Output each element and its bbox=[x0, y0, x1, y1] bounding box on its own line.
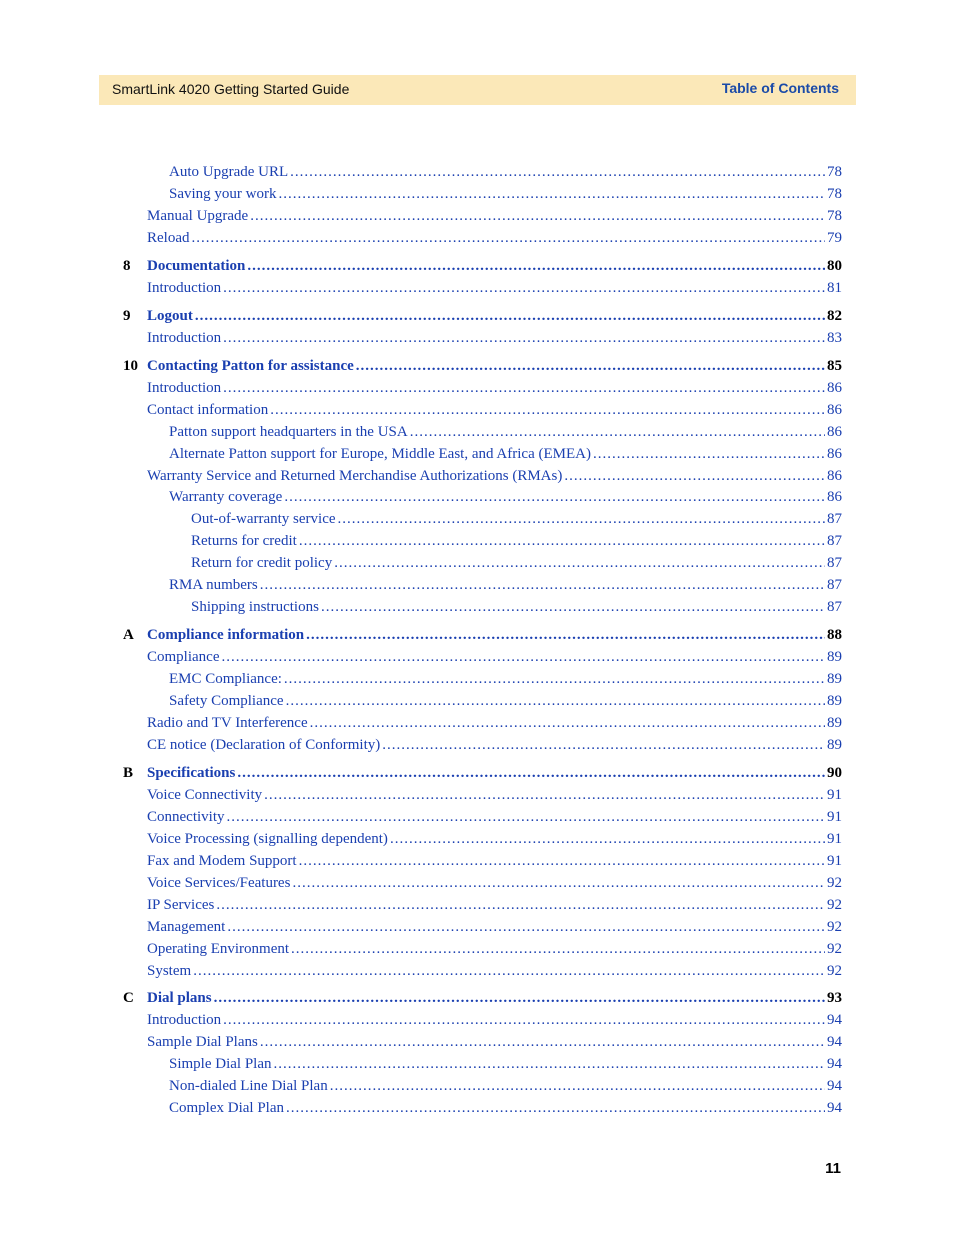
toc-entry[interactable] bbox=[169, 1098, 842, 1118]
toc-entry-title[interactable]: Warranty coverage bbox=[169, 489, 283, 506]
toc-entry[interactable] bbox=[169, 575, 842, 595]
toc-page-number[interactable]: 87 bbox=[827, 533, 842, 550]
toc-chapter-number: 10 bbox=[123, 357, 138, 374]
toc-chapter[interactable] bbox=[123, 625, 842, 645]
toc-page-number[interactable]: 91 bbox=[827, 852, 842, 869]
toc-entry[interactable] bbox=[169, 444, 842, 464]
toc-page-number[interactable]: 86 bbox=[827, 489, 842, 506]
toc-entry[interactable] bbox=[147, 400, 842, 420]
toc-page-number[interactable]: 86 bbox=[827, 379, 842, 396]
toc-dot-leader bbox=[227, 917, 825, 937]
toc-page-number[interactable]: 79 bbox=[827, 229, 842, 246]
page-header bbox=[99, 75, 856, 105]
toc-page-number[interactable]: 89 bbox=[827, 671, 842, 688]
toc-page-number[interactable]: 85 bbox=[827, 357, 842, 374]
toc-entry-title[interactable]: Contact information bbox=[147, 401, 269, 418]
toc-entry-title[interactable]: Introduction bbox=[147, 279, 222, 296]
toc-entry[interactable] bbox=[169, 669, 842, 689]
toc-chapter[interactable] bbox=[123, 988, 842, 1008]
toc-entry[interactable] bbox=[169, 487, 842, 507]
toc-entry[interactable] bbox=[147, 735, 842, 755]
toc-dot-leader bbox=[221, 647, 825, 667]
toc-entry-title[interactable]: Out-of-warranty service bbox=[191, 511, 336, 528]
toc-page-number[interactable]: 86 bbox=[827, 467, 842, 484]
toc-entry[interactable] bbox=[147, 939, 842, 959]
toc-entry-title[interactable]: IP Services bbox=[147, 896, 215, 913]
toc-page-number[interactable]: 89 bbox=[827, 649, 842, 666]
toc-entry-title[interactable]: Voice Connectivity bbox=[147, 786, 263, 803]
toc-page-number[interactable]: 92 bbox=[827, 874, 842, 891]
toc-dot-leader bbox=[306, 625, 825, 645]
section-title: Table of Contents bbox=[721, 80, 839, 96]
toc-chapter[interactable] bbox=[123, 356, 842, 376]
toc-dot-leader bbox=[390, 829, 825, 849]
toc-entry-title[interactable]: Sample Dial Plans bbox=[147, 1034, 258, 1051]
toc-entry[interactable] bbox=[169, 1076, 842, 1096]
toc-dot-leader bbox=[223, 1010, 825, 1030]
toc-entry[interactable] bbox=[147, 829, 842, 849]
toc-entry[interactable] bbox=[191, 597, 842, 617]
toc-entry-title[interactable]: Safety Compliance bbox=[169, 693, 284, 710]
toc-entry-title[interactable]: Warranty Service and Returned Merchandise Authorizations (RMAs) bbox=[147, 467, 563, 484]
toc-entry[interactable] bbox=[147, 206, 842, 226]
toc-chapter-number: B bbox=[123, 764, 134, 781]
toc-chapter-number: 8 bbox=[123, 257, 131, 274]
toc-entry-title[interactable]: System bbox=[147, 962, 192, 979]
toc-dot-leader bbox=[223, 378, 825, 398]
toc-entry-title[interactable]: Alternate Patton support for Europe, Middle East, and Africa (EMEA) bbox=[169, 445, 591, 462]
toc-entry-title[interactable]: Contacting Patton for assistance bbox=[147, 357, 354, 374]
toc-entry-title[interactable]: Compliance information bbox=[147, 627, 305, 644]
toc-entry[interactable] bbox=[147, 851, 842, 871]
toc-page-number[interactable]: 87 bbox=[827, 599, 842, 616]
toc-entry-title[interactable]: Non-dialed Line Dial Plan bbox=[169, 1078, 328, 1095]
toc-entry[interactable] bbox=[147, 228, 842, 248]
toc-dot-leader bbox=[279, 184, 826, 204]
toc-entry[interactable] bbox=[147, 1032, 842, 1052]
toc-page-number[interactable]: 81 bbox=[827, 279, 842, 296]
toc-entry-title[interactable]: Voice Processing (signalling dependent) bbox=[147, 830, 388, 847]
toc-page-number[interactable]: 92 bbox=[827, 918, 842, 935]
toc-entry[interactable] bbox=[147, 1010, 842, 1030]
toc-dot-leader bbox=[195, 306, 825, 326]
toc-entry[interactable] bbox=[147, 647, 842, 667]
toc-entry-title[interactable]: Operating Environment bbox=[147, 940, 290, 957]
toc-entry-title[interactable]: Manual Upgrade bbox=[147, 207, 249, 224]
toc-entry[interactable] bbox=[169, 422, 842, 442]
toc-entry-title[interactable]: Introduction bbox=[147, 1012, 222, 1029]
toc-page-number[interactable]: 91 bbox=[827, 786, 842, 803]
toc-entry[interactable] bbox=[147, 328, 842, 348]
toc-entry-title[interactable]: Introduction bbox=[147, 379, 222, 396]
toc-page-number[interactable]: 78 bbox=[827, 164, 842, 180]
toc-dot-leader bbox=[193, 961, 825, 981]
toc-entry[interactable] bbox=[147, 713, 842, 733]
toc-entry-title[interactable]: Introduction bbox=[147, 329, 222, 346]
toc-entry-title[interactable]: Compliance bbox=[147, 649, 220, 666]
toc-entry-title[interactable]: Auto Upgrade URL bbox=[169, 164, 289, 180]
toc-page-number[interactable]: 78 bbox=[827, 207, 842, 224]
toc-page-number[interactable]: 94 bbox=[827, 1056, 842, 1073]
toc-entry[interactable] bbox=[191, 553, 842, 573]
toc-dot-leader bbox=[290, 162, 825, 182]
toc-entry-title[interactable]: CE notice (Declaration of Conformity) bbox=[147, 736, 381, 753]
toc-dot-leader bbox=[299, 851, 825, 871]
toc-dot-leader bbox=[216, 895, 825, 915]
toc-entry-title[interactable]: Radio and TV Interference bbox=[147, 715, 308, 731]
toc-dot-leader bbox=[270, 400, 825, 420]
toc-page-number[interactable]: 94 bbox=[827, 1012, 842, 1029]
toc-dot-leader bbox=[284, 669, 825, 689]
toc-dot-leader bbox=[356, 356, 825, 376]
toc-page-number[interactable]: 93 bbox=[827, 990, 842, 1007]
toc-entry[interactable] bbox=[191, 531, 842, 551]
toc-entry[interactable] bbox=[169, 1054, 842, 1074]
toc-dot-leader bbox=[237, 763, 825, 783]
toc-page-number[interactable]: 86 bbox=[827, 445, 842, 462]
toc-page-number[interactable]: 94 bbox=[827, 1034, 842, 1051]
toc-entry-title[interactable]: RMA numbers bbox=[169, 577, 258, 594]
toc-chapter-number: C bbox=[123, 990, 134, 1007]
toc-entry[interactable] bbox=[147, 807, 842, 827]
toc-entry-title[interactable]: Reload bbox=[147, 229, 190, 246]
toc-dot-leader bbox=[286, 1098, 825, 1118]
toc-chapter[interactable] bbox=[123, 256, 842, 276]
toc-page-number[interactable]: 87 bbox=[827, 555, 842, 572]
toc-page-number[interactable]: 89 bbox=[827, 715, 842, 731]
toc-dot-leader bbox=[299, 531, 825, 551]
toc-entry[interactable] bbox=[169, 184, 842, 204]
toc-dot-leader bbox=[274, 1054, 826, 1074]
toc-dot-leader bbox=[284, 487, 825, 507]
toc-entry-title[interactable]: Management bbox=[147, 918, 226, 935]
toc-chapter-number: A bbox=[123, 627, 134, 644]
toc-dot-leader bbox=[310, 713, 825, 733]
toc-dot-leader bbox=[223, 278, 825, 298]
toc-dot-leader bbox=[338, 509, 825, 529]
toc-dot-leader bbox=[321, 597, 825, 617]
toc-page-number[interactable]: 92 bbox=[827, 896, 842, 913]
toc-entry-title[interactable]: Documentation bbox=[147, 257, 246, 274]
toc-dot-leader bbox=[264, 785, 825, 805]
toc-entry[interactable] bbox=[191, 509, 842, 529]
toc-entry[interactable] bbox=[147, 278, 842, 298]
document-title: SmartLink 4020 Getting Started Guide bbox=[112, 81, 350, 97]
toc-dot-leader bbox=[247, 256, 825, 276]
toc-entry[interactable] bbox=[147, 917, 842, 937]
toc-entry-title[interactable]: Patton support headquarters in the USA bbox=[169, 423, 408, 440]
toc-page-number[interactable]: 80 bbox=[827, 257, 842, 274]
toc-entry-title[interactable]: EMC Compliance: bbox=[169, 671, 282, 688]
toc-entry[interactable] bbox=[147, 785, 842, 805]
toc-dot-leader bbox=[286, 691, 825, 711]
toc-entry-title[interactable]: Simple Dial Plan bbox=[169, 1056, 272, 1073]
toc-dot-leader bbox=[382, 735, 825, 755]
toc-page-number[interactable]: 91 bbox=[827, 808, 842, 825]
toc-dot-leader bbox=[330, 1076, 825, 1096]
toc-entry-title[interactable]: Saving your work bbox=[169, 185, 277, 202]
toc-page-number[interactable]: 92 bbox=[827, 940, 842, 957]
toc-page-number[interactable]: 86 bbox=[827, 423, 842, 440]
toc-entry-title[interactable]: Fax and Modem Support bbox=[147, 852, 297, 869]
toc-entry[interactable] bbox=[169, 162, 842, 182]
toc-entry[interactable] bbox=[169, 691, 842, 711]
toc-entry-title[interactable]: Voice Services/Features bbox=[147, 874, 291, 891]
toc-entry-title[interactable]: Logout bbox=[147, 307, 193, 324]
toc-chapter[interactable] bbox=[123, 763, 842, 783]
toc-dot-leader bbox=[214, 988, 825, 1008]
toc-dot-leader bbox=[260, 575, 825, 595]
toc-page-number[interactable]: 82 bbox=[827, 307, 842, 324]
toc-dot-leader bbox=[227, 807, 826, 827]
toc-dot-leader bbox=[250, 206, 825, 226]
toc-page-number[interactable]: 91 bbox=[827, 830, 842, 847]
toc-page-number[interactable]: 94 bbox=[827, 1100, 842, 1117]
toc-entry[interactable] bbox=[147, 378, 842, 398]
toc-page-number[interactable]: 83 bbox=[827, 329, 842, 346]
toc-entry-title[interactable]: Complex Dial Plan bbox=[169, 1100, 284, 1117]
toc-entry-title[interactable]: Connectivity bbox=[147, 808, 225, 825]
toc-entry-title[interactable]: Returns for credit bbox=[191, 533, 297, 550]
toc-page-number[interactable]: 89 bbox=[827, 693, 842, 710]
toc-dot-leader bbox=[223, 328, 825, 348]
toc-dot-leader bbox=[564, 466, 825, 486]
toc-page-number[interactable]: 87 bbox=[827, 577, 842, 594]
toc-entry[interactable] bbox=[147, 873, 842, 893]
toc-dot-leader bbox=[334, 553, 825, 573]
toc-dot-leader bbox=[292, 873, 825, 893]
toc-page-number[interactable]: 78 bbox=[827, 185, 842, 202]
toc-entry-title[interactable]: Return for credit policy bbox=[191, 555, 333, 572]
toc-dot-leader bbox=[260, 1032, 825, 1052]
toc-entry[interactable] bbox=[147, 895, 842, 915]
toc-chapter-number: 9 bbox=[123, 307, 131, 324]
toc-page-number[interactable]: 86 bbox=[827, 401, 842, 418]
toc-page-number[interactable]: 90 bbox=[827, 764, 842, 781]
toc-dot-leader bbox=[410, 422, 825, 442]
toc-entry-title[interactable]: Specifications bbox=[147, 764, 236, 781]
toc-entry-title[interactable]: Dial plans bbox=[147, 990, 212, 1007]
toc-entry-title[interactable]: Shipping instructions bbox=[191, 599, 319, 616]
toc-page-number[interactable]: 94 bbox=[827, 1078, 842, 1095]
toc-entry[interactable] bbox=[147, 466, 842, 486]
toc-entry[interactable] bbox=[147, 961, 842, 981]
toc-dot-leader bbox=[291, 939, 825, 959]
toc-dot-leader bbox=[192, 228, 826, 248]
toc-chapter[interactable] bbox=[123, 306, 842, 326]
toc-dot-leader bbox=[593, 444, 825, 464]
toc-page-number[interactable]: 92 bbox=[827, 962, 842, 979]
page-number: 11 bbox=[825, 1160, 841, 1177]
toc-page-number[interactable]: 89 bbox=[827, 736, 842, 753]
toc-page-number[interactable]: 87 bbox=[827, 511, 842, 528]
toc-page-number[interactable]: 88 bbox=[827, 627, 842, 644]
